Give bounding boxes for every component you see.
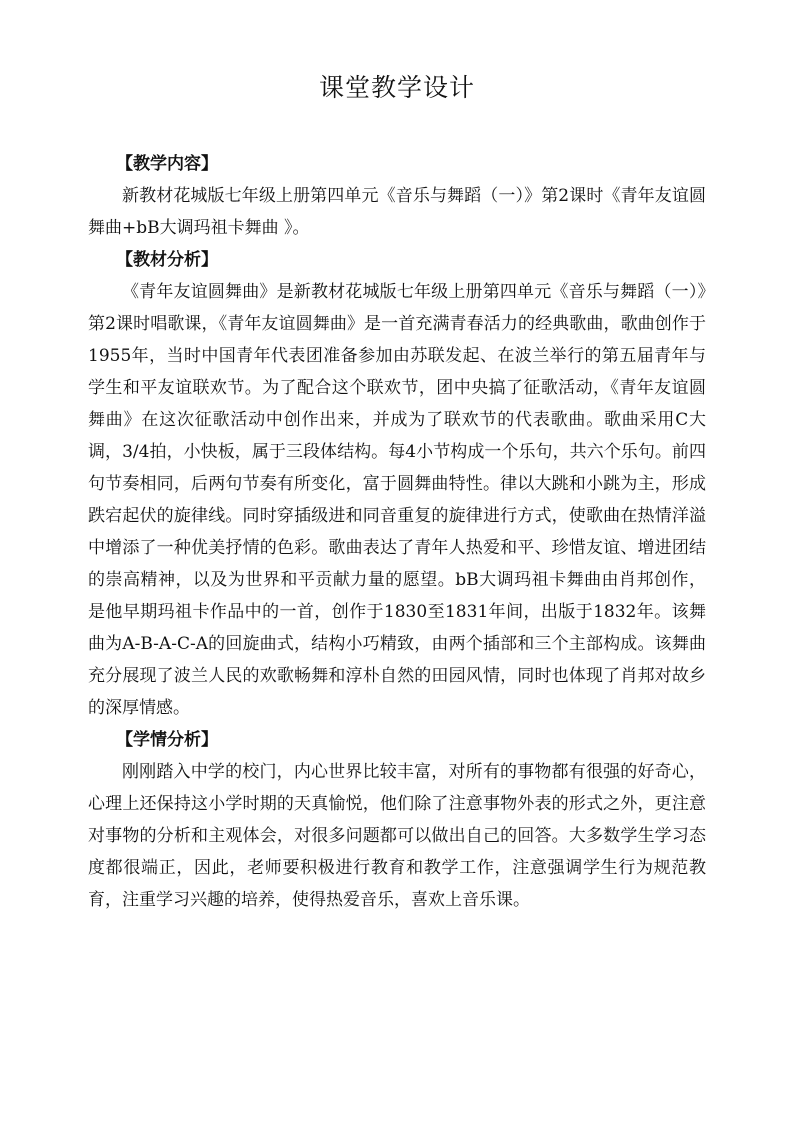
section-student-analysis [88, 724, 706, 916]
section-textbook-analysis [88, 244, 706, 724]
section-paragraph: 《青年友谊圆舞曲》是新教材花城版七年级上册第四单元《音乐与舞蹈（一）》第2课时唱歌课，《青年友谊圆舞曲》是一首充满青春活力的经典歌曲，歌曲创作于1955年，当时中国青年代表团准备参加由苏联发起、在波兰举行的第五届青年与学生和平友谊联欢节。为了配合这个联欢节，团中央搞了征歌活动，《青年友谊圆舞曲》在这次征歌活动中创作出来，并成为了联欢节的代表歌曲。歌曲采用C大调，3/4拍，小快板，属于三段体结构。每4小节构成一个乐句，共六个乐句。前四句节奏相同，后两句节奏有所变化，富于圆舞曲特性。律以大跳和小跳为主，形成跌宕起伏的旋律线。同时穿插级进和同音重复的旋律进行方式，使歌曲在热情洋溢中增添了一种优美抒情的色彩。歌曲表达了青年人热爱和平、珍惜友谊、增进团结的崇高精神，以及为世界和平贡献力量的愿望。bB大调玛祖卡舞曲由肖邦创作，是他早期玛祖卡作品中的一首，创作于1830至1831年间，出版于1832年。该舞曲为A-B-A-C-A的回旋曲式，结构小巧精致，由两个插部和三个主部构成。该舞曲充分展现了波兰人民的欢歌畅舞和淳朴自然的田园风情，同时也体现了肖邦对故乡的深厚情感。 [88, 282, 706, 718]
section-heading: 【学情分析】 [116, 730, 218, 750]
section-heading: 【教学内容】 [116, 154, 218, 174]
section-teaching-content [88, 148, 706, 244]
section-heading: 【教材分析】 [116, 250, 218, 270]
page-title: 课堂教学设计 [318, 73, 475, 102]
section-paragraph: 新教材花城版七年级上册第四单元《音乐与舞蹈（一）》第2课时《青年友谊圆舞曲+bB大调玛祖卡舞曲 》。 [88, 186, 706, 238]
section-paragraph: 刚刚踏入中学的校门，内心世界比较丰富，对所有的事物都有很强的好奇心，心理上还保持这小学时期的天真愉悦，他们除了注意事物外表的形式之外，更注意对事物的分析和主观体会，对很多问题都可以做出自己的回答。大多数学生学习态度都很端正，因此，老师要积极进行教育和教学工作，注意强调学生行为规范教育，注重学习兴趣的培养，使得热爱音乐，喜欢上音乐课。 [88, 762, 706, 910]
document-body [88, 148, 706, 916]
